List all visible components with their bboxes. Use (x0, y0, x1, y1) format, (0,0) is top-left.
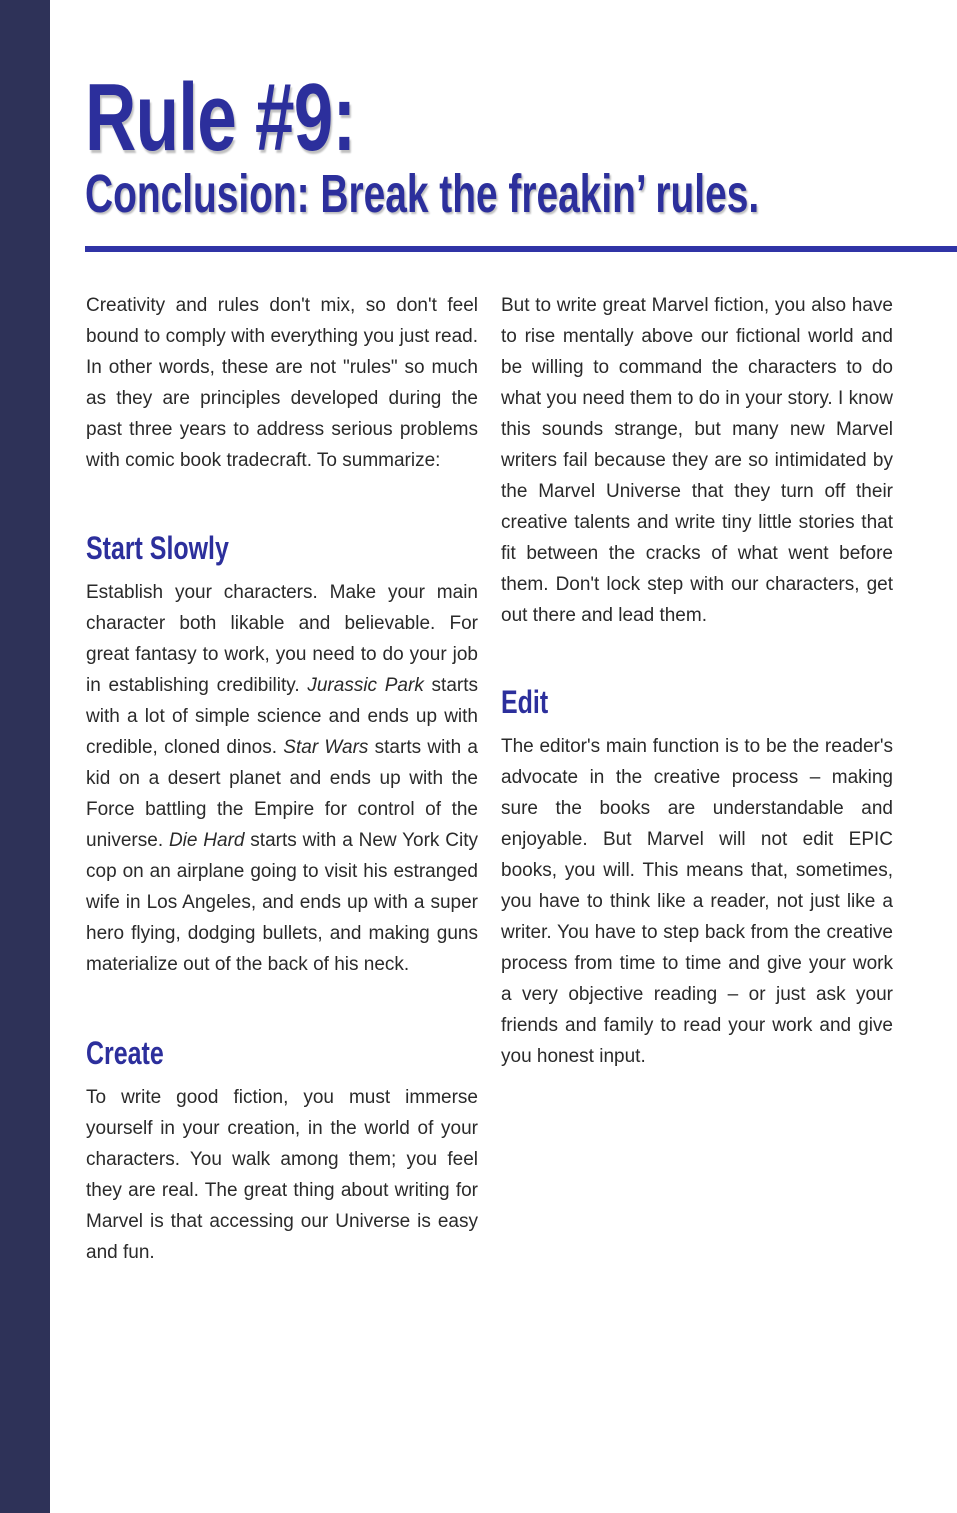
text-segment: Establish your characters. Make your main character both likable and believable. For great fantasy to work, you need to do your job in establishing credibility. (86, 582, 478, 696)
text-segment: starts with a kid on a desert planet and ends up with the Force battling the Empire for control of the universe. (86, 737, 478, 851)
page-subtitle: Conclusion: Break the freakin’ rules. (85, 164, 760, 224)
section-start-slowly (86, 528, 478, 980)
section-heading: Create (86, 1035, 164, 1071)
film-title: Star Wars (283, 737, 369, 758)
film-title: Jurassic Park (307, 675, 424, 696)
left-intro (86, 290, 478, 476)
title-divider (85, 246, 957, 252)
section-heading: Edit (501, 684, 549, 720)
section-body (86, 577, 478, 980)
intro-paragraph: Creativity and rules don't mix, so don't feel bound to comply with everything you just read. In other words, these are not "rules" so much as they are principles developed during the past three years to address serious problems with comic book tradecraft. To summarize: (86, 295, 478, 471)
text-segment: starts with a lot of simple science and ends up with credible, cloned dinos. (86, 675, 478, 758)
film-title: Die Hard (168, 830, 245, 851)
intro-paragraph: But to write great Marvel fiction, you also have to rise mentally above our fictional world and be willing to command the characters to do what you need them to do in your story. I know this sounds strange, but many new Marvel writers fail because they are so intimidated by the Marvel Universe that they turn off their creative talents and write tiny little stories that fit between the cracks of what went before them. Don't lock step with our characters, get out there and lead them. (501, 295, 893, 626)
right-intro (501, 290, 893, 631)
text-segment: starts with a New York City cop on an airplane going to visit his estranged wife in Los Angeles, and ends up with a super hero flying, dodging bullets, and making guns materialize out of the back of his neck. (86, 830, 478, 975)
section-edit (501, 682, 893, 1072)
section-create (86, 1033, 478, 1268)
page-title: Rule #9: (85, 64, 356, 171)
section-heading: Start Slowly (86, 530, 229, 566)
page-sidebar-band (0, 0, 50, 1513)
section-body: To write good fiction, you must immerse yourself in your creation, in the world of your characters. You walk among them; you feel they are real. The great thing about writing for Marvel is that accessing our Universe is easy and fun. (86, 1087, 478, 1263)
section-body: The editor's main function is to be the reader's advocate in the creative process – making sure the books are understandable and enjoyable. But Marvel will not edit EPIC books, you will. This means that, sometimes, you have to think like a reader, not just like a writer. You have to step back from the creative process from time to time and give your work a very objective reading – or just ask your friends and family to read your work and give you honest input. (501, 736, 893, 1067)
